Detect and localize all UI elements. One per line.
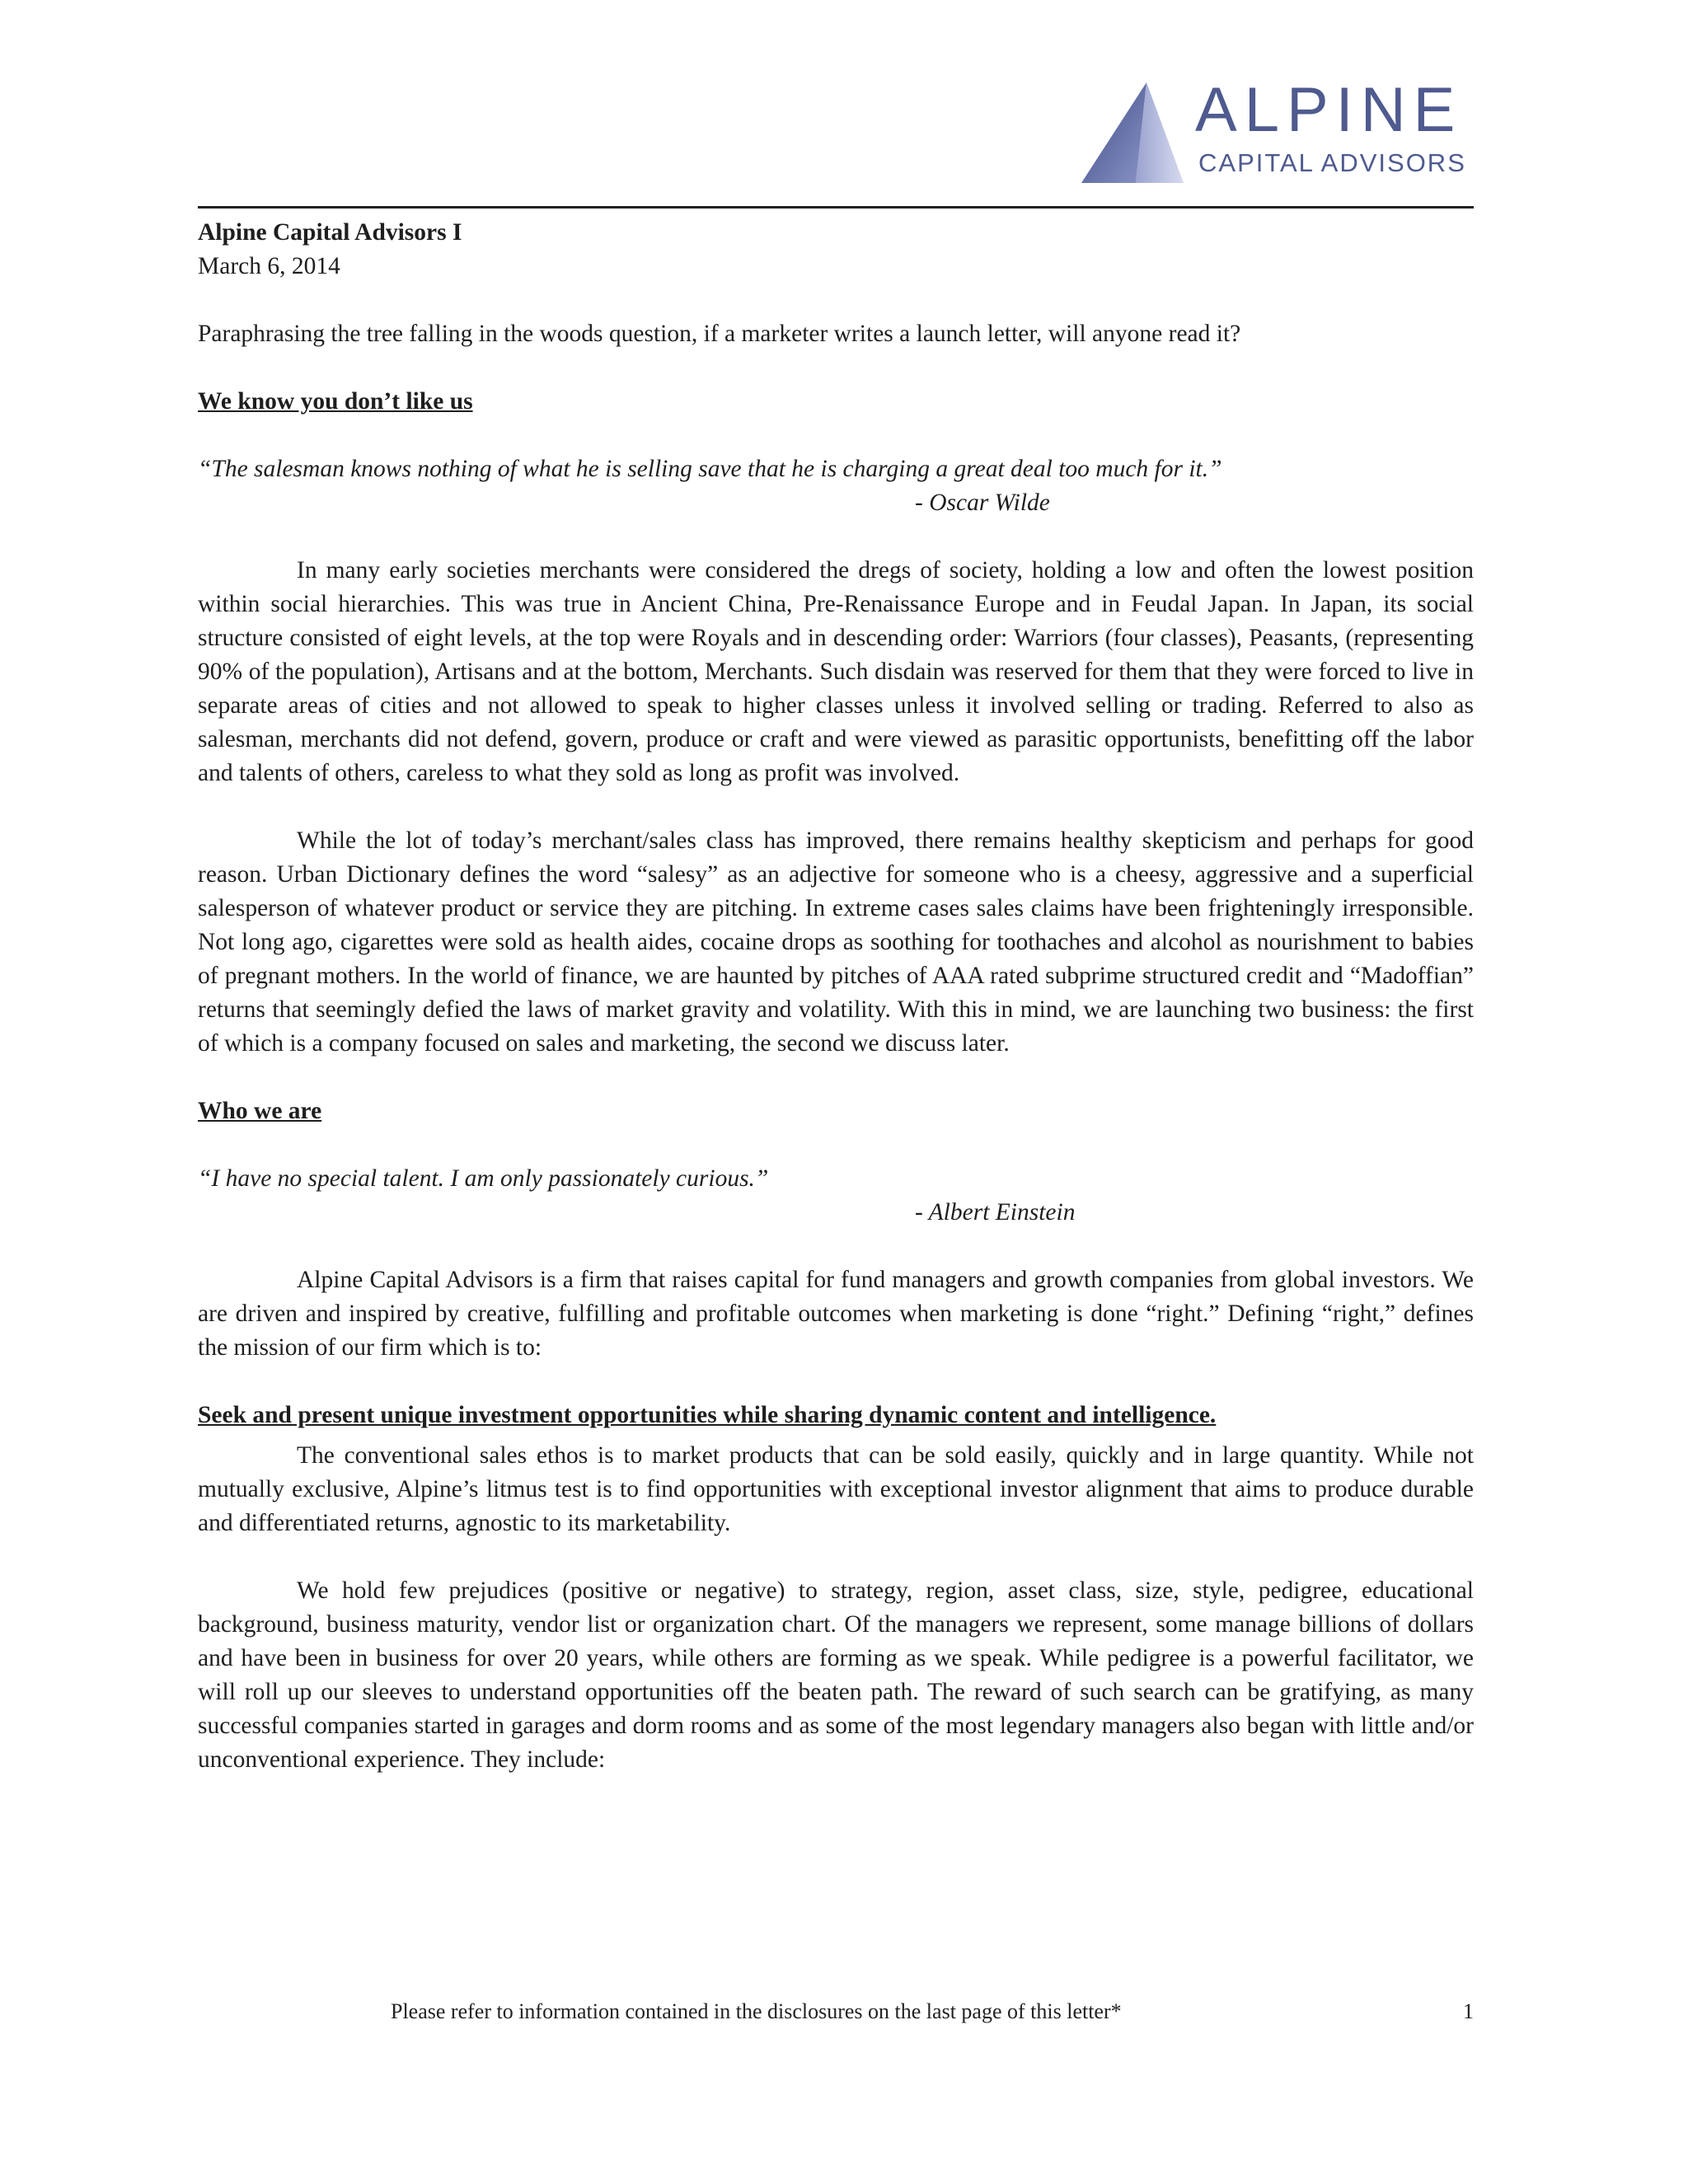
letter-title: Alpine Capital Advisors I	[198, 219, 462, 246]
mountain-logo-icon	[1078, 79, 1193, 186]
mission-statement: Seek and present unique investment opportunities while sharing dynamic content and intelligence.	[198, 1402, 1217, 1428]
paragraph-sales-ethos: The conventional sales ethos is to market products that can be sold easily, quickly and in large quantity. While not mutually exclusive, Alpine’s litmus test is to find opportunities with exceptional investor alignment that aims to produce durable and differentiated returns, agnostic to its marketability.	[198, 1442, 1474, 1536]
intro-line: Paraphrasing the tree falling in the woods question, if a marketer writes a launch letter, will anyone read it?	[198, 321, 1241, 347]
header-divider	[198, 206, 1474, 209]
letter-body	[198, 216, 1474, 1777]
paragraph-sales-skepticism: While the lot of today’s merchant/sales class has improved, there remains healthy skepticism and perhaps for good reason. Urban Dictionary defines the word “salesy” as an adjective for someone who is a cheesy, aggressive and a superficial salesperson of whatever product or service they are pitching. In extreme cases sales claims have been frighteningly irresponsible. Not long ago, cigarettes were sold as health aides, cocaine drops as soothing for toothaches and alcohol as nourishment to babies of pregnant mothers. In the world of finance, we are haunted by pitches of AAA rated subprime structured credit and “Madoffian” returns that seemingly defied the laws of market gravity and volatility. With this in mind, we are launching two business: the first of which is a company focused on sales and marketing, the second we discuss later.	[198, 827, 1474, 1057]
einstein-quote: “I have no special talent. I am only passionately curious.”	[198, 1165, 769, 1192]
logo-subtitle: CAPITAL ADVISORS	[1198, 148, 1466, 177]
logo-name: ALPINE	[1195, 75, 1463, 145]
wilde-quote: “The salesman knows nothing of what he is selling save that he is charging a great deal too much for it.”	[198, 456, 1222, 482]
wilde-attribution: - Oscar Wilde	[915, 490, 1050, 516]
disclosure-note: Please refer to information contained in the disclosures on the last page of this letter*	[391, 1999, 1122, 2023]
section-heading-know-you: We know you don’t like us	[198, 388, 473, 415]
paragraph-merchants-history: In many early societies merchants were considered the dregs of society, holding a low and often the lowest position within social hierarchies. This was true in Ancient China, Pre-Renaissance Europe and in Feudal Japan. In Japan, its social structure consisted of eight levels, at the top were Royals and in descending order: Warriors (four classes), Peasants, (representing 90% of the population), Artisans and at the bottom, Merchants. Such disdain was reserved for them that they were forced to live in separate areas of cities and not allowed to speak to higher classes unless it involved selling or trading. Referred to also as salesman, merchants did not defend, govern, produce or craft and were viewed as parasitic opportunists, benefitting off the labor and talents of others, careless to what they sold as long as profit was involved.	[198, 557, 1474, 786]
section-heading-who-we-are: Who we are	[198, 1098, 322, 1124]
einstein-attribution: - Albert Einstein	[915, 1199, 1076, 1226]
company-logo	[1078, 75, 1474, 190]
page-number: 1	[1463, 1999, 1474, 2023]
paragraph-prejudices: We hold few prejudices (positive or negative) to strategy, region, asset class, size, style, pedigree, educational background, business maturity, vendor list or organization chart. Of the managers we represent, some manage billions of dollars and have been in business for over 20 years, while others are forming as we speak. While pedigree is a powerful facilitator, we will roll up our sleeves to understand opportunities off the beaten path. The reward of such search can be gratifying, as many successful companies started in garages and dorm rooms and as some of the most legendary managers also began with little and/or unconventional experience. They include:	[198, 1577, 1474, 1773]
letter-date: March 6, 2014	[198, 253, 340, 279]
paragraph-firm-intro: Alpine Capital Advisors is a firm that raises capital for fund managers and growth companies from global investors. We are driven and inspired by creative, fulfilling and profitable outcomes when marketing is done “right.” Defining “right,” defines the mission of our firm which is to:	[198, 1267, 1474, 1361]
